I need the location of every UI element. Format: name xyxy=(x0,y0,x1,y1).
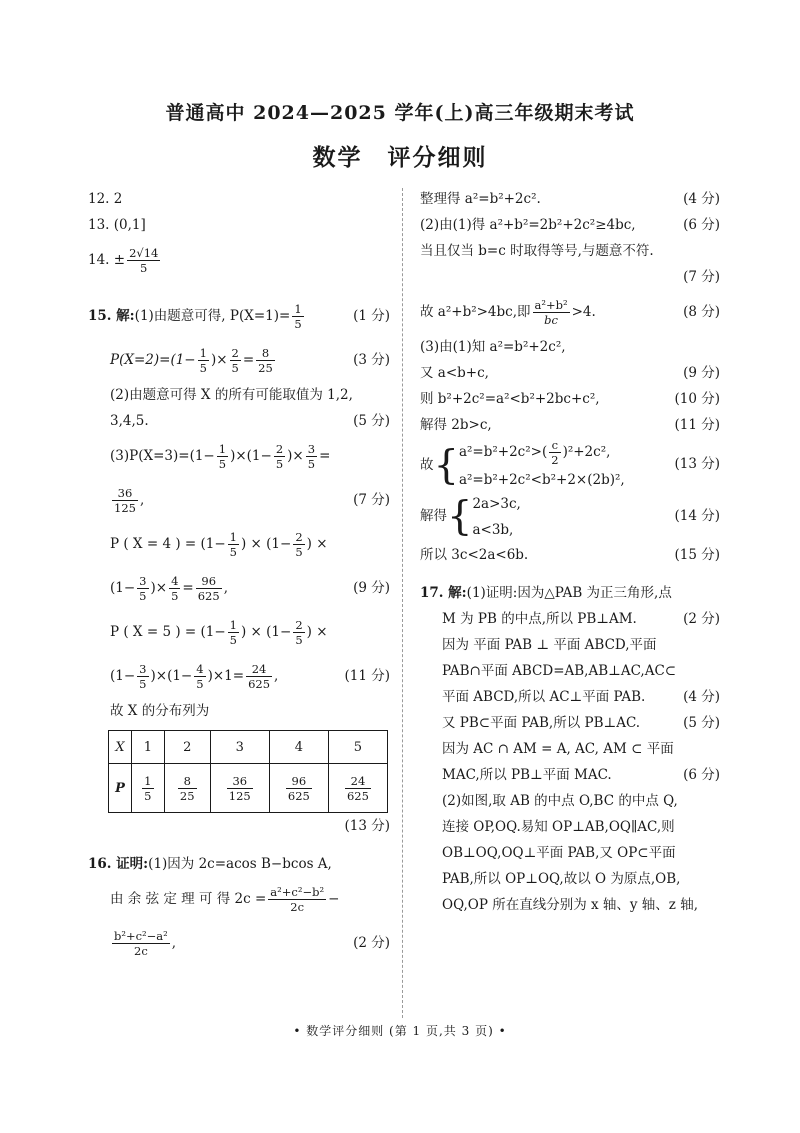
q17-line-7: 因为 AC ∩ AM = A, AC, AM ⊂ 平面 xyxy=(442,741,674,757)
q15-line-1: 15. 解:(1)由题意可得, P(X=1)= $\frac{1}{5}$ (1 分) xyxy=(88,294,390,338)
q17-line-12: PAB,所以 OP⊥OQ,故以 O 为原点,OB, xyxy=(442,871,681,887)
q17-line-3: 因为 平面 PAB ⊥ 平面 ABCD,平面 xyxy=(442,637,657,653)
table-cell: 4 xyxy=(269,731,328,764)
q16-step-12: 所以 3c<2a<6b. (15 分) xyxy=(420,542,720,568)
q17-line-8: MAC,所以 PB⊥平面 MAC. (6 分) xyxy=(420,762,720,788)
score-point: (11 分) xyxy=(674,417,720,433)
answer-14 xyxy=(88,238,390,282)
exam-subtitle: 数学 评分细则 xyxy=(312,144,488,171)
score-point: (5 分) xyxy=(683,715,720,731)
score-point: (11 分) xyxy=(344,668,390,684)
table-cell: 5 xyxy=(328,731,387,764)
answer-14-prefix: 14. ± xyxy=(88,252,126,268)
answer-14-fraction: $\frac{2√14}{5}$ xyxy=(129,246,159,275)
distribution-table xyxy=(108,730,388,813)
q17-line-9: (2)如图,取 AB 的中点 O,BC 的中点 Q, xyxy=(442,793,678,809)
table-cell: $\frac{24}{625}$ xyxy=(328,764,387,813)
q16-line-2: 由 余 弦 定 理 可 得 2c = $\frac{\text{a²+c²−b²}}{2c}$ − xyxy=(110,885,340,914)
q17-line-1: 17. 解:(1)证明:因为△PAB 为正三角形,点 xyxy=(420,585,672,601)
score-point: (10 分) xyxy=(674,391,720,407)
q16-step-5: 故 a²+b²>4bc,即 $\frac{\text{a²+b²}}{bc}$ >4. (8 分) xyxy=(420,290,720,334)
score-point: (6 分) xyxy=(683,217,720,233)
q16-step-2: (2)由(1)得 a²+b²=2b²+2c²≥4bc, (6 分) xyxy=(420,212,720,238)
score-point: (2 分) xyxy=(683,611,720,627)
q15-line-3: (2)由题意可得 X 的所有可能取值为 1,2, xyxy=(110,387,353,403)
table-row xyxy=(109,731,388,764)
q16-step-4 xyxy=(420,264,720,290)
score-point: (9 分) xyxy=(353,580,390,596)
q17-line-11: OB⊥OQ,OQ⊥平面 PAB,又 OP⊂平面 xyxy=(442,845,676,861)
table-cell: 3 xyxy=(210,731,269,764)
right-column xyxy=(420,186,720,918)
q15-line-8: (1− $\frac{3}{5}$ )× $\frac{4}{5}$ = $\frac{96}{625}$ , (9 分) xyxy=(88,566,390,610)
answer-12: 12. 2 xyxy=(88,191,123,207)
score-point: (15 分) xyxy=(674,547,720,563)
score-point: (14 分) xyxy=(674,508,720,524)
table-header-p: P xyxy=(109,764,132,813)
score-point: (13 分) xyxy=(674,456,720,472)
score-point: (7 分) xyxy=(683,269,720,285)
q15-line-5: (3)P(X=3)=(1− $\frac{1}{5}$ )×(1− $\frac{2}{5}$ )× $\frac{3}{5}$ = xyxy=(110,442,331,471)
q15-line-6: $\frac{36}{125}$ , (7 分) xyxy=(88,478,390,522)
score-point: (5 分) xyxy=(353,413,390,429)
score-point: (9 分) xyxy=(683,365,720,381)
table-cell: 1 xyxy=(131,731,164,764)
q16-line-1: 16. 证明:(1)因为 2c=acos B−bcos A, xyxy=(88,856,332,872)
table-cell: $\frac{8}{25}$ xyxy=(164,764,210,813)
table-header-x: X xyxy=(109,731,132,764)
q16-step-6: (3)由(1)知 a²=b²+2c², xyxy=(420,339,566,355)
q17-line-6: 又 PB⊂平面 PAB,所以 PB⊥AC. (5 分) xyxy=(420,710,720,736)
score-point: (13 分) xyxy=(344,818,390,834)
score-point: (3 分) xyxy=(353,352,390,368)
table-cell: $\frac{1}{5}$ xyxy=(131,764,164,813)
q16-step-8: 则 b²+2c²=a²<b²+2bc+c², (10 分) xyxy=(420,386,720,412)
table-row xyxy=(109,764,388,813)
q17-line-10: 连接 OP,OQ.易知 OP⊥AB,OQ∥AC,则 xyxy=(442,819,675,835)
q16-step-7: 又 a<b+c, (9 分) xyxy=(420,360,720,386)
q16-step-9: 解得 2b>c, (11 分) xyxy=(420,412,720,438)
q16-step-1: 整理得 a²=b²+2c². (4 分) xyxy=(420,186,720,212)
column-divider xyxy=(402,188,403,1018)
table-cell: 2 xyxy=(164,731,210,764)
q17-line-5: 平面 ABCD,所以 AC⊥平面 PAB. (4 分) xyxy=(420,684,720,710)
table-cell: $\frac{96}{625}$ xyxy=(269,764,328,813)
q15-line-10: (1− $\frac{3}{5}$ )×(1− $\frac{4}{5}$ )×1= $\frac{24}{625}$ , (11 分) xyxy=(88,654,390,698)
q16-label: 16. 证明: xyxy=(88,856,149,872)
q16-step-3: 当且仅当 b=c 时取得等号,与题意不符. xyxy=(420,243,654,259)
score-point: (4 分) xyxy=(683,191,720,207)
q16-line-3: $\frac{\text{b²+c²−a²}}{2c}$ , (2 分) xyxy=(88,921,390,965)
q15-line-7: P ( X = 4 ) = (1− $\frac{1}{5}$ ) × (1− $\frac{2}{5}$ ) × xyxy=(110,530,328,559)
score-point: (1 分) xyxy=(353,308,390,324)
q15-line-9: P ( X = 5 ) = (1− $\frac{1}{5}$ ) × (1− $\frac{2}{5}$ ) × xyxy=(110,618,328,647)
score-point: (7 分) xyxy=(353,492,390,508)
exam-title: 普通高中 2024—2025 学年(上)高三年级期末考试 xyxy=(165,102,635,124)
table-cell: $\frac{36}{125}$ xyxy=(210,764,269,813)
q17-label: 17. 解: xyxy=(420,585,467,601)
answer-13: 13. (0,1] xyxy=(88,217,146,233)
q17-line-2: M 为 PB 的中点,所以 PB⊥AM. (2 分) xyxy=(420,606,720,632)
page-footer: • 数学评分细则 (第 1 页,共 3 页) • xyxy=(293,1024,507,1038)
score-point: (2 分) xyxy=(353,935,390,951)
q17-line-13: OQ,OP 所在直线分别为 x 轴、y 轴、z 轴, xyxy=(442,897,699,913)
q15-line-2: P(X=2)=(1− $\frac{1}{5}$ )× $\frac{2}{5}$ = $\frac{8}{25}$ (3 分) xyxy=(88,338,390,382)
q15-label: 15. 解: xyxy=(88,308,135,324)
score-point: (4 分) xyxy=(683,689,720,705)
left-column xyxy=(88,186,390,965)
q16-step-10: 故{ a²=b²+2c²>( $\frac{c}{2}$ )²+2c², a²=b²+2c²<b²+2×(2b)², (13 分) xyxy=(420,438,720,489)
q16-step-11: 解得{ 2a>3c, a<3b, (14 分) xyxy=(420,490,720,542)
score-point: (6 分) xyxy=(683,767,720,783)
score-point: (8 分) xyxy=(683,304,720,320)
q15-line-4: 3,4,5. (5 分) xyxy=(88,408,390,434)
q15-line-11: 故 X 的分布列为 xyxy=(110,703,210,719)
q15-table-score xyxy=(88,813,390,839)
q17-line-4: PAB∩平面 ABCD=AB,AB⊥AC,AC⊂ xyxy=(442,663,677,679)
